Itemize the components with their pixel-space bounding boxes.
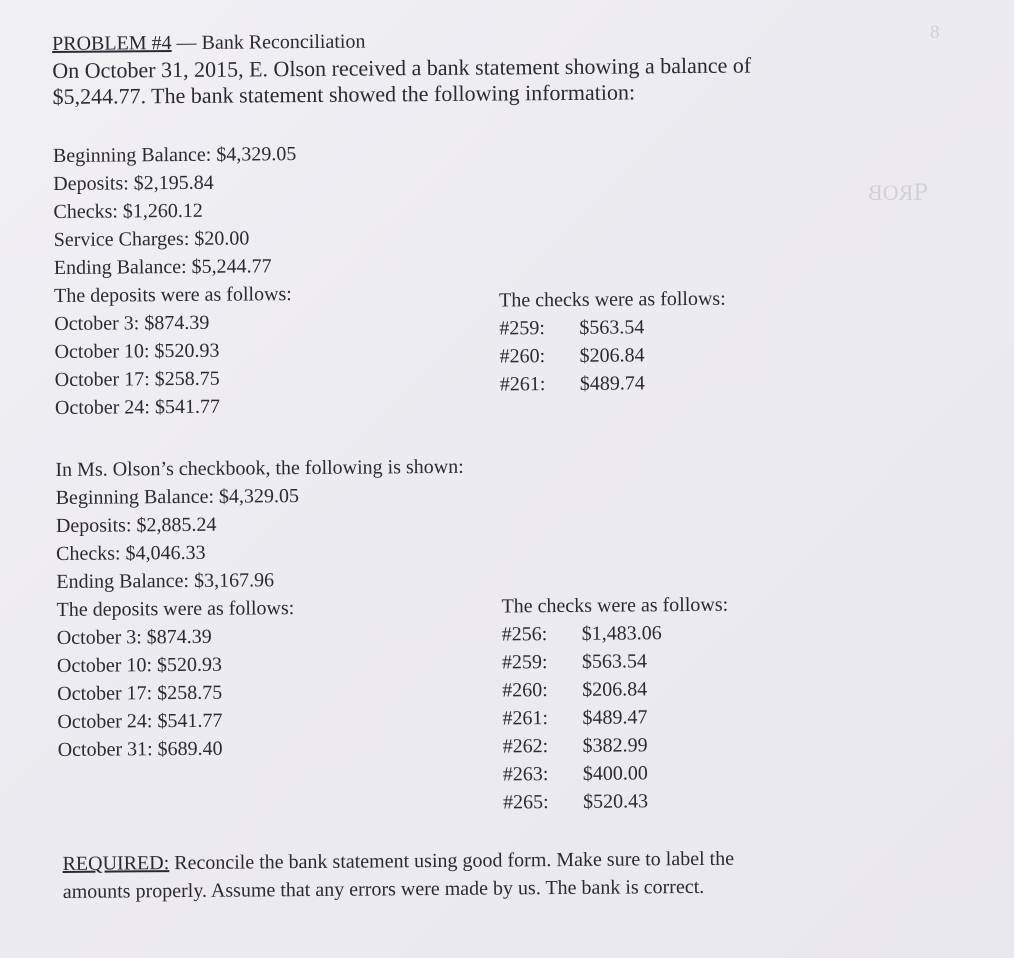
check-item: [499, 311, 919, 342]
intro-line: $5,244.77. The bank statement showed the following information:: [52, 79, 636, 109]
deposit-item: October 3: $874.39: [56, 625, 212, 649]
check-number: #261:: [499, 373, 546, 396]
required-text: Reconcile the bank statement using good form. Make sure to label the: [174, 847, 735, 875]
check-number: #262:: [502, 735, 549, 758]
checkbook-ending-balance: Ending Balance: $3,167.96: [56, 569, 275, 593]
check-number: #265:: [502, 791, 549, 814]
bank-checks-total: Checks: $1,260.12: [53, 199, 203, 223]
bank-deposits-heading: The deposits were as follows:: [54, 283, 292, 307]
bank-deposits-total: Deposits: $2,195.84: [53, 171, 214, 195]
checkbook-checks-heading: The checks were as follows:: [501, 593, 729, 618]
check-item: [500, 367, 920, 398]
checkbook-detail-row: [56, 589, 988, 820]
checkbook-deposits-total: Deposits: $2,885.24: [55, 513, 217, 537]
bank-detail-row: [54, 275, 985, 422]
bank-deposits-list: [54, 278, 500, 421]
checkbook-checks-list: [501, 589, 923, 816]
checkbook-deposits-heading: The deposits were as follows:: [56, 597, 295, 621]
check-item: [503, 729, 923, 760]
checkbook-checks-total: Checks: $4,046.33: [56, 541, 206, 565]
problem-title: Bank Reconciliation: [201, 30, 366, 54]
checkbook-beginning-balance: Beginning Balance: $4,329.05: [55, 485, 300, 509]
problem-document: [52, 23, 988, 903]
check-amount: $563.54: [581, 650, 648, 673]
check-number: #261:: [502, 707, 549, 730]
check-item: [499, 339, 919, 370]
checkbook-intro: In Ms. Olson’s checkbook, the following is shown:: [55, 455, 464, 481]
deposit-item: October 3: $874.39: [54, 311, 210, 335]
bank-beginning-balance: Beginning Balance: $4,329.05: [52, 143, 297, 167]
check-number: #263:: [502, 763, 549, 786]
check-item: [502, 617, 922, 648]
check-item: [503, 785, 923, 816]
required-line: amounts properly. Assume that any errors were made by us. The bank is correct.: [62, 875, 705, 903]
check-amount: $206.84: [582, 678, 648, 701]
checkbook-section: [55, 449, 988, 820]
check-item: [503, 757, 923, 788]
deposit-item: October 24: $541.77: [57, 709, 223, 733]
deposit-item: October 24: $541.77: [54, 395, 221, 419]
check-item: [502, 701, 922, 732]
bank-statement-section: [53, 135, 985, 422]
check-amount: $382.99: [582, 734, 648, 757]
check-amount: $563.54: [579, 316, 645, 339]
check-item: [502, 645, 922, 676]
check-item: [502, 673, 922, 704]
bleed-through-mark: ꟼROB: [868, 180, 929, 205]
check-amount: $520.43: [582, 790, 649, 813]
deposit-item: October 17: $258.75: [54, 367, 220, 391]
check-number: #259:: [499, 317, 546, 340]
checkbook-deposits-list: [56, 592, 503, 819]
deposit-item: October 10: $520.93: [54, 339, 220, 363]
check-number: #260:: [502, 679, 548, 702]
title-dash: —: [171, 31, 202, 55]
problem-number: PROBLEM #4: [52, 32, 172, 55]
deposit-item: October 31: $689.40: [57, 737, 223, 761]
problem-intro: [52, 51, 982, 110]
check-number: #259:: [501, 651, 548, 674]
check-amount: $489.74: [579, 372, 645, 395]
check-amount: $400.00: [582, 762, 648, 785]
intro-line: On October 31, 2015, E. Olson received a bank statement showing a balance of: [52, 52, 752, 83]
check-amount: $1,483.06: [581, 622, 662, 645]
required-instructions: [62, 843, 942, 906]
bank-checks-heading: The checks were as follows:: [499, 287, 726, 312]
bleed-through-mark: 8: [930, 22, 940, 43]
check-number: #256:: [501, 623, 548, 646]
check-number: #260:: [499, 345, 546, 368]
check-amount: $206.84: [579, 344, 645, 367]
bank-service-charges: Service Charges: $20.00: [53, 227, 250, 251]
deposit-item: October 10: $520.93: [56, 653, 223, 677]
required-label: REQUIRED:: [62, 852, 170, 875]
check-amount: $489.47: [582, 706, 648, 729]
bank-checks-list: [499, 275, 920, 418]
deposit-item: October 17: $258.75: [57, 681, 223, 705]
bank-ending-balance: Ending Balance: $5,244.77: [53, 255, 272, 279]
